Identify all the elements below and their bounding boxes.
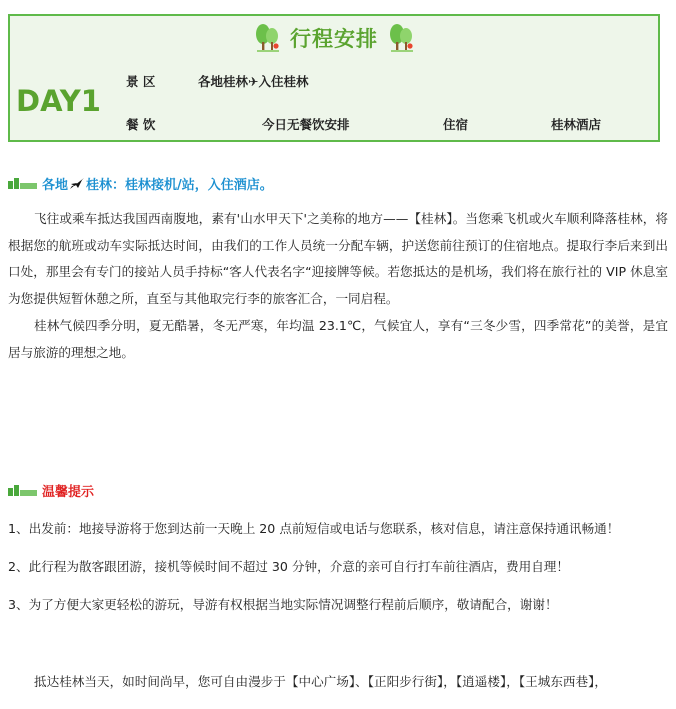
tip-item: 3、为了方便大家更轻松的游玩，导游有权根据当地实际情况调整行程前后顺序，敬请配合，谢谢！ xyxy=(8,597,558,612)
meal-value: 今日无餐饮安排 xyxy=(262,117,350,132)
tips-heading: 温馨提示 xyxy=(42,485,95,500)
arrival-description xyxy=(8,206,668,366)
heading-suffix: 桂林：桂林接机/站，入住酒店。 xyxy=(86,178,273,193)
paragraph: 桂林气候四季分明，夏无酷暑，冬无严寒，年均温 23.1℃，气候宜人，享有“三冬少雪，四季常花”的美誉，是宜居与旅游的理想之地。 xyxy=(8,318,668,360)
tree-icon xyxy=(254,23,280,53)
scenic-value: 各地桂林✈入住桂林 xyxy=(198,74,309,89)
stay-label: 住宿 xyxy=(443,117,469,132)
itinerary-header-box xyxy=(8,14,660,142)
bar-decoration-icon xyxy=(8,178,38,189)
tree-icon xyxy=(388,23,414,53)
bottom-paragraph: 抵达桂林当天，如时间尚早，您可自由漫步于【中心广场】、【正阳步行街】，【逍遥楼】，【王城东西巷】， xyxy=(34,674,607,689)
heading-prefix: 各地 xyxy=(42,178,69,193)
paragraph: 飞往或乘车抵达我国西南腹地，素有'山水甲天下'之美称的地方——【桂林】。当您乘飞机或火车顺利降落桂林，将根据您的航班或动车实际抵达时间，由我们的工作人员统一分配车辆，护送您前往预订的住宿地点。提取行李后来到出口处，那里会有专门的接站人员手持标“客人代表名字“迎接牌等候。若您抵达的是机场，我们将在旅行社的 VIP 休息室为您提供短暂休憩之所，直至与其他取完行李的旅客汇合，一同启程。 xyxy=(8,211,668,306)
page-title: 行程安排 xyxy=(290,27,378,51)
tip-item: 2、此行程为散客跟团游，接机等候时间不超过 30 分钟，介意的亲可自行打车前往酒店，费用自理！ xyxy=(8,559,569,574)
scenic-label: 景 区 xyxy=(126,74,156,89)
bar-decoration-icon xyxy=(8,485,38,496)
section-heading-tips xyxy=(8,481,94,500)
plane-icon xyxy=(69,177,85,191)
stay-value: 桂林酒店 xyxy=(551,117,602,132)
section-heading-arrival xyxy=(8,174,273,193)
meal-label: 餐 饮 xyxy=(126,117,156,132)
tip-item: 1、出发前：地接导游将于您到达前一天晚上 20 点前短信或电话与您联系，核对信息，请注意保持通讯畅通！ xyxy=(8,521,620,536)
day-label: DAY1 xyxy=(16,84,101,118)
header-title-row xyxy=(10,20,658,56)
